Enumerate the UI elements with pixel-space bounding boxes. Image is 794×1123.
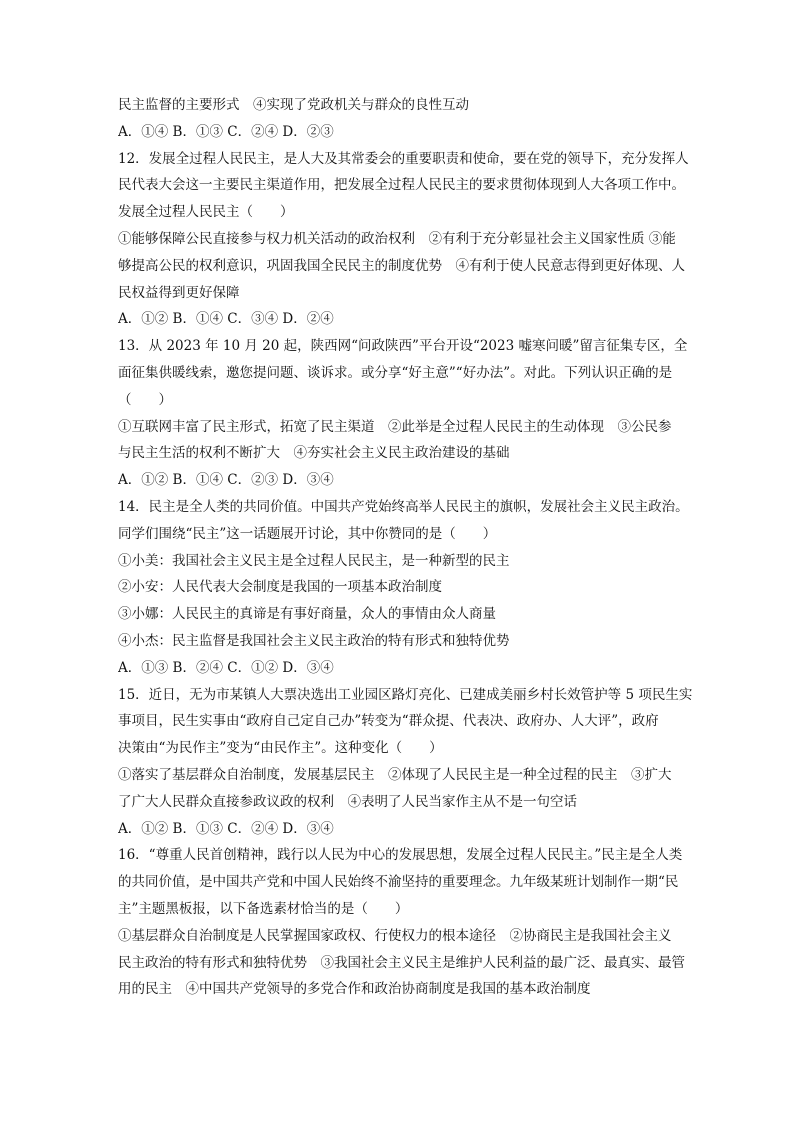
question-14-choice-2: ②小安：人民代表大会制度是我国的一项基本政治制度 xyxy=(118,579,442,596)
question-16-choices-3: 用的民主 ④中国共产党领导的多党合作和政治协商制度是我国的基本政治制度 xyxy=(118,981,591,998)
question-12-choices-1: ①能够保障公民直接参与权力机关活动的政治权利 ②有利于充分彰显社会主义国家性质 ③能 xyxy=(118,230,676,247)
question-14-stem-1: 14．民主是全人类的共同价值。中国共产党始终高举人民民主的旗帜，发展社会主义民主政治。 xyxy=(118,498,689,515)
answer-options-q11: A．①④ B．①③ C．②④ D．②③ xyxy=(118,123,334,140)
answer-options-q14: A．①③ B．②④ C．①② D．③④ xyxy=(118,659,334,676)
question-15-stem-2: 事项目，民生实事由“政府自己定自己办”转变为“群众提、代表决、政府办、人大评”，政府 xyxy=(118,713,659,730)
question-15-stem-1: 15．近日，无为市某镇人大票决选出工业园区路灯亮化、已建成美丽乡村长效管护等 5 项民生实 xyxy=(118,686,693,703)
question-16-stem-2: 的共同价值，是中国共产党和中国人民始终不渝坚持的重要理念。九年级某班计划制作一期“民 xyxy=(118,874,679,891)
question-16-stem-3: 主”主题黑板报，以下备选素材恰当的是（ ） xyxy=(118,900,409,917)
question-13-stem-3: （ ） xyxy=(118,391,172,408)
answer-options-q13: A．①② B．①④ C．②③ D．③④ xyxy=(118,472,334,489)
question-16-choices-1: ①基层群众自治制度是人民掌握国家政权、行使权力的根本途径 ②协商民主是我国社会主义 xyxy=(118,927,672,944)
answer-options-q12: A．①② B．①④ C．③④ D．②④ xyxy=(118,311,334,328)
question-14-choice-3: ③小娜：人民民主的真谛是有事好商量，众人的事情由众人商量 xyxy=(118,606,496,623)
question-13-stem-1: 13．从 2023 年 10 月 20 起，陕西网“问政陕西”平台开设“2023 嘘寒问暖”留言征集专区，全 xyxy=(118,338,688,355)
question-15-choices-2: 了广大人民群众直接参政议政的权利 ④表明了人民当家作主从不是一句空话 xyxy=(118,793,577,810)
answer-options-q15: A．①② B．①③ C．②④ D．③④ xyxy=(118,820,334,837)
question-13-choices-2: 与民主生活的权利不断扩大 ④夯实社会主义民主政治建设的基础 xyxy=(118,445,510,462)
question-14-choice-1: ①小美：我国社会主义民主是全过程人民民主，是一种新型的民主 xyxy=(118,552,510,569)
question-14-stem-2: 同学们围绕“民主”这一话题展开讨论，其中你赞同的是（ ） xyxy=(118,525,497,542)
document-page xyxy=(118,92,704,1003)
question-16-stem-1: 16．“尊重人民首创精神，践行以人民为中心的发展思想，发展全过程人民民主。”民主是全人类 xyxy=(118,847,683,864)
question-12-stem-1: 12．发展全过程人民民主，是人大及其常委会的重要职责和使命，要在党的领导下，充分发挥人 xyxy=(118,150,689,167)
question-12-choices-3: 民权益得到更好保障 xyxy=(118,284,240,301)
question-12-stem-3: 发展全过程人民民主（ ） xyxy=(118,204,294,221)
question-15-stem-3: 决策由“为民作主”变为“由民作主”。这种变化（ ） xyxy=(118,740,443,757)
question-15-choices-1: ①落实了基层群众自治制度，发展基层民主 ②体现了人民民主是一种全过程的民主 ③扩大 xyxy=(118,766,672,783)
text-line-1: 民主监督的主要形式 ④实现了党政机关与群众的良性互动 xyxy=(118,97,469,113)
question-12-stem-2: 民代表大会这一主要民主渠道作用，把发展全过程人民民主的要求贯彻体现到人大各项工作中。 xyxy=(118,177,685,194)
question-14-choice-4: ④小杰：民主监督是我国社会主义民主政治的特有形式和独特优势 xyxy=(118,632,510,649)
question-12-choices-2: 够提高公民的权利意识，巩固我国全民民主的制度优势 ④有利于使人民意志得到更好体现、人 xyxy=(118,257,685,274)
question-16-choices-2: 民主政治的特有形式和独特优势 ③我国社会主义民主是维护人民利益的最广泛、最真实、最管 xyxy=(118,954,685,971)
question-13-stem-2: 面征集供暖线索，邀您提问题、谈诉求。或分享“好主意”“好办法”。对此。下列认识正确的是 xyxy=(118,364,673,381)
question-13-choices-1: ①互联网丰富了民主形式，拓宽了民主渠道 ②此举是全过程人民民主的生动体现 ③公民参 xyxy=(118,418,672,435)
